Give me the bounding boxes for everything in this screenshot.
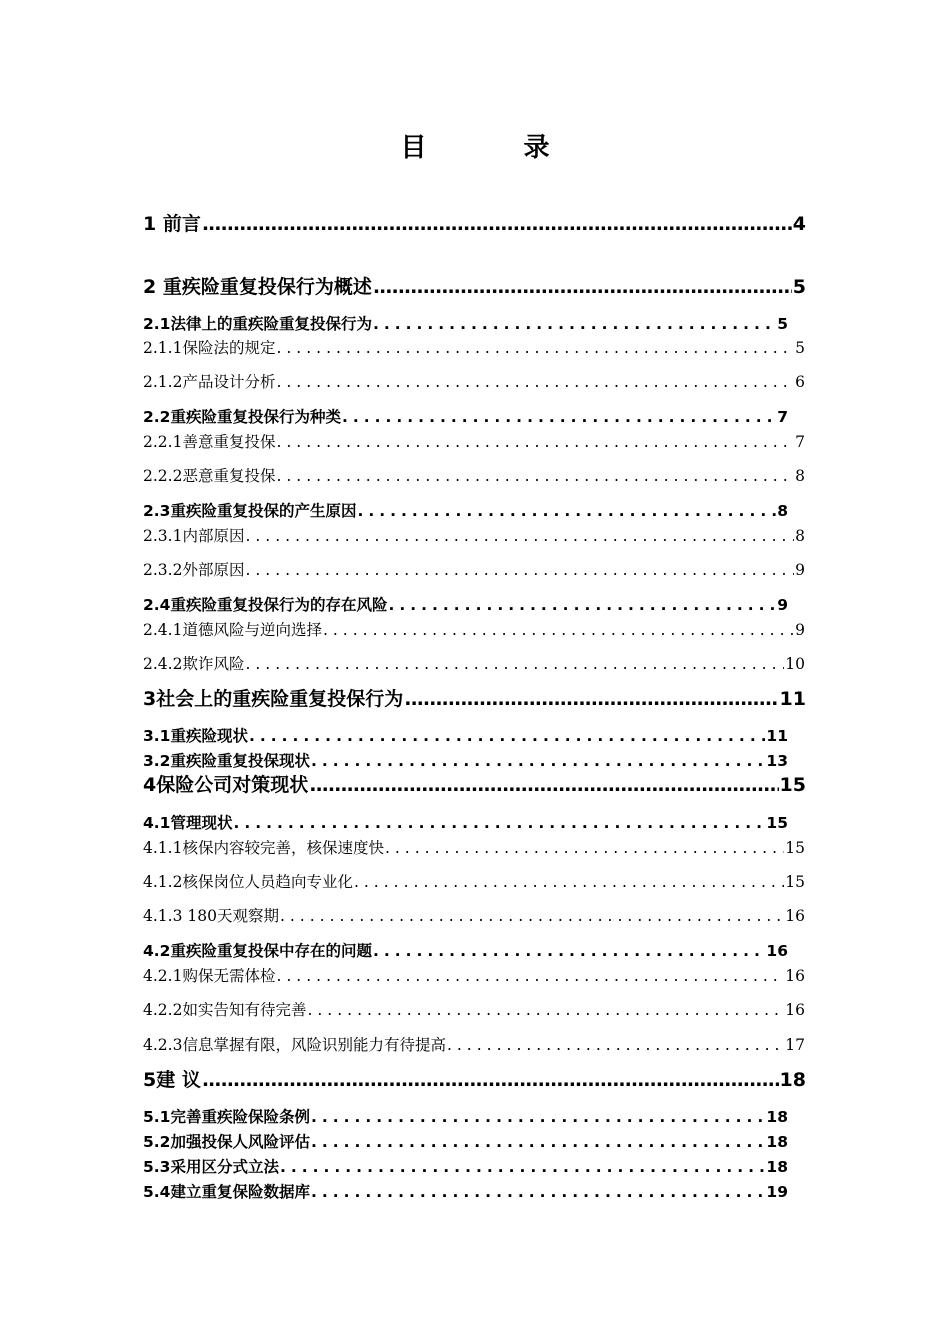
dot-leader xyxy=(309,772,778,798)
toc-entry-label: 2.3.2外部原因 xyxy=(143,561,245,579)
toc-entry-label: 2.3.1内部原因 xyxy=(143,527,245,545)
toc-entry-label: 4.1管理现状 xyxy=(143,814,233,832)
toc-entry-page: 8 xyxy=(795,467,805,485)
dot-leader xyxy=(276,337,794,359)
toc-entry-page: 18 xyxy=(766,1133,788,1151)
toc-entry-page: 7 xyxy=(795,433,805,451)
toc-entry-label: 4.1.2核保岗位人员趋向专业化 xyxy=(143,873,353,891)
dot-leader xyxy=(357,500,776,522)
toc-entry[interactable] xyxy=(143,525,805,547)
dot-leader xyxy=(245,653,784,675)
toc-entry[interactable] xyxy=(143,999,805,1021)
toc-entry-page: 5 xyxy=(792,276,806,298)
toc-entry-label: 3社会上的重疾险重复投保行为 xyxy=(143,688,404,710)
toc-entry-label: 2.2.1善意重复投保 xyxy=(143,433,276,451)
toc-entry[interactable] xyxy=(143,313,788,335)
dot-leader xyxy=(311,1106,765,1128)
dot-leader xyxy=(447,1034,784,1056)
toc-entry-page: 9 xyxy=(795,621,805,639)
dot-leader xyxy=(245,559,794,581)
toc-entry[interactable] xyxy=(143,211,806,237)
toc-entry-label: 4.2.3信息掌握有限，风险识别能力有待提高 xyxy=(143,1036,446,1054)
toc-entry[interactable] xyxy=(143,500,788,522)
toc-entry[interactable] xyxy=(143,837,805,859)
toc-entry[interactable] xyxy=(143,871,805,893)
dot-leader xyxy=(373,313,776,335)
toc-entry[interactable] xyxy=(143,750,788,772)
toc-entry-label: 2 重疾险重复投保行为概述 xyxy=(143,276,372,298)
toc-entry-label: 4保险公司对策现状 xyxy=(143,774,309,796)
toc-entry-label: 4.2.2如实告知有待完善 xyxy=(143,1001,307,1019)
toc-entry-page: 15 xyxy=(779,774,806,796)
toc-entry-label: 2.3重疾险重复投保的产生原因 xyxy=(143,502,357,520)
toc-entry-page: 16 xyxy=(766,942,788,960)
toc-entry-page: 16 xyxy=(785,967,805,985)
toc-entry[interactable] xyxy=(143,559,805,581)
toc-entry[interactable] xyxy=(143,594,788,616)
toc-entry-label: 1 前言 xyxy=(143,213,201,235)
dot-leader xyxy=(323,619,794,641)
dot-leader xyxy=(404,686,778,712)
toc-entry-label: 2.1法律上的重疾险重复投保行为 xyxy=(143,315,372,333)
dot-leader xyxy=(276,371,794,393)
toc-entry-label: 5.2加强投保人风险评估 xyxy=(143,1133,310,1151)
dot-leader xyxy=(276,431,794,453)
toc-entry-page: 15 xyxy=(785,839,805,857)
toc-entry[interactable] xyxy=(143,406,788,428)
toc-entry-page: 13 xyxy=(766,752,788,770)
toc-entry-page: 9 xyxy=(795,561,805,579)
toc-entry-page: 16 xyxy=(785,907,805,925)
toc-entry-page: 15 xyxy=(766,814,788,832)
toc-entry-page: 11 xyxy=(766,727,788,745)
toc-entry[interactable] xyxy=(143,1156,788,1178)
toc-entry-page: 17 xyxy=(785,1036,805,1054)
toc-entry-label: 4.1.3 180天观察期 xyxy=(143,907,279,925)
toc-entry-page: 15 xyxy=(785,873,805,891)
toc-entry-page: 18 xyxy=(766,1108,788,1126)
toc-entry[interactable] xyxy=(143,905,805,927)
dot-leader xyxy=(385,837,784,859)
dot-leader xyxy=(373,940,765,962)
toc-entry[interactable] xyxy=(143,812,788,834)
toc-entry-page: 7 xyxy=(777,408,788,426)
toc-entry-page: 18 xyxy=(766,1158,788,1176)
toc-entry[interactable] xyxy=(143,940,788,962)
toc-entry[interactable] xyxy=(143,1034,805,1056)
toc-entry-page: 19 xyxy=(766,1183,788,1201)
toc-entry-label: 4.1.1核保内容较完善，核保速度快 xyxy=(143,839,384,857)
dot-leader xyxy=(202,211,792,237)
dot-leader xyxy=(249,725,765,747)
dot-leader xyxy=(202,1067,779,1093)
toc-entry-page: 6 xyxy=(795,373,805,391)
toc-entry-label: 3.2重疾险重复投保现状 xyxy=(143,752,310,770)
toc-entry-label: 2.1.2产品设计分析 xyxy=(143,373,276,391)
toc-entry[interactable] xyxy=(143,619,805,641)
toc-entry[interactable] xyxy=(143,1106,788,1128)
dot-leader xyxy=(388,594,776,616)
toc-entry[interactable] xyxy=(143,337,805,359)
toc-entry-label: 5.1完善重疾险保险条例 xyxy=(143,1108,310,1126)
toc-entry[interactable] xyxy=(143,725,788,747)
dot-leader xyxy=(311,1181,765,1203)
dot-leader xyxy=(276,465,794,487)
toc-entry-label: 2.2重疾险重复投保行为种类 xyxy=(143,408,341,426)
toc-entry-label: 5.3采用区分式立法 xyxy=(143,1158,279,1176)
toc-entry[interactable] xyxy=(143,965,805,987)
toc-entry-label: 2.1.1保险法的规定 xyxy=(143,339,276,357)
dot-leader xyxy=(342,406,776,428)
toc-entry-label: 4.2.1购保无需体检 xyxy=(143,967,276,985)
toc-entry-page: 11 xyxy=(779,688,806,710)
dot-leader xyxy=(373,274,792,300)
toc-entry-page: 16 xyxy=(785,1001,805,1019)
toc-entry-label: 5建 议 xyxy=(143,1069,201,1091)
toc-entry[interactable] xyxy=(143,1181,788,1203)
dot-leader xyxy=(245,525,794,547)
toc-entry[interactable] xyxy=(143,465,805,487)
toc-entry-label: 2.4.1道德风险与逆向选择 xyxy=(143,621,322,639)
toc-entry-page: 8 xyxy=(777,502,788,520)
toc-entry[interactable] xyxy=(143,371,805,393)
dot-leader xyxy=(311,1131,765,1153)
toc-entry[interactable] xyxy=(143,274,806,300)
dot-leader xyxy=(307,999,784,1021)
dot-leader xyxy=(354,871,784,893)
toc-entry-page: 8 xyxy=(795,527,805,545)
toc-entry-page: 18 xyxy=(779,1069,806,1091)
dot-leader xyxy=(233,812,765,834)
dot-leader xyxy=(311,750,765,772)
toc-entry-page: 10 xyxy=(785,655,805,673)
toc-entry-label: 4.2重疾险重复投保中存在的问题 xyxy=(143,942,372,960)
toc-entry-label: 2.4重疾险重复投保行为的存在风险 xyxy=(143,596,388,614)
toc-entry[interactable] xyxy=(143,1131,788,1153)
toc-entry[interactable] xyxy=(143,431,805,453)
dot-leader xyxy=(280,1156,765,1178)
toc-entry[interactable] xyxy=(143,1067,806,1093)
toc-entry[interactable] xyxy=(143,686,806,712)
toc-entry[interactable] xyxy=(143,772,806,798)
toc-entry-page: 5 xyxy=(777,315,788,333)
toc-entry-page: 4 xyxy=(792,213,806,235)
toc-title: 目 录 xyxy=(400,133,594,163)
toc-entry-label: 5.4建立重复保险数据库 xyxy=(143,1183,310,1201)
dot-leader xyxy=(276,965,784,987)
toc-entry-label: 2.2.2恶意重复投保 xyxy=(143,467,276,485)
toc-entry-label: 3.1重疾险现状 xyxy=(143,727,248,745)
toc-entry-label: 2.4.2欺诈风险 xyxy=(143,655,245,673)
toc-entry-page: 5 xyxy=(795,339,805,357)
toc-entry[interactable] xyxy=(143,653,805,675)
dot-leader xyxy=(280,905,784,927)
toc-entry-page: 9 xyxy=(777,596,788,614)
